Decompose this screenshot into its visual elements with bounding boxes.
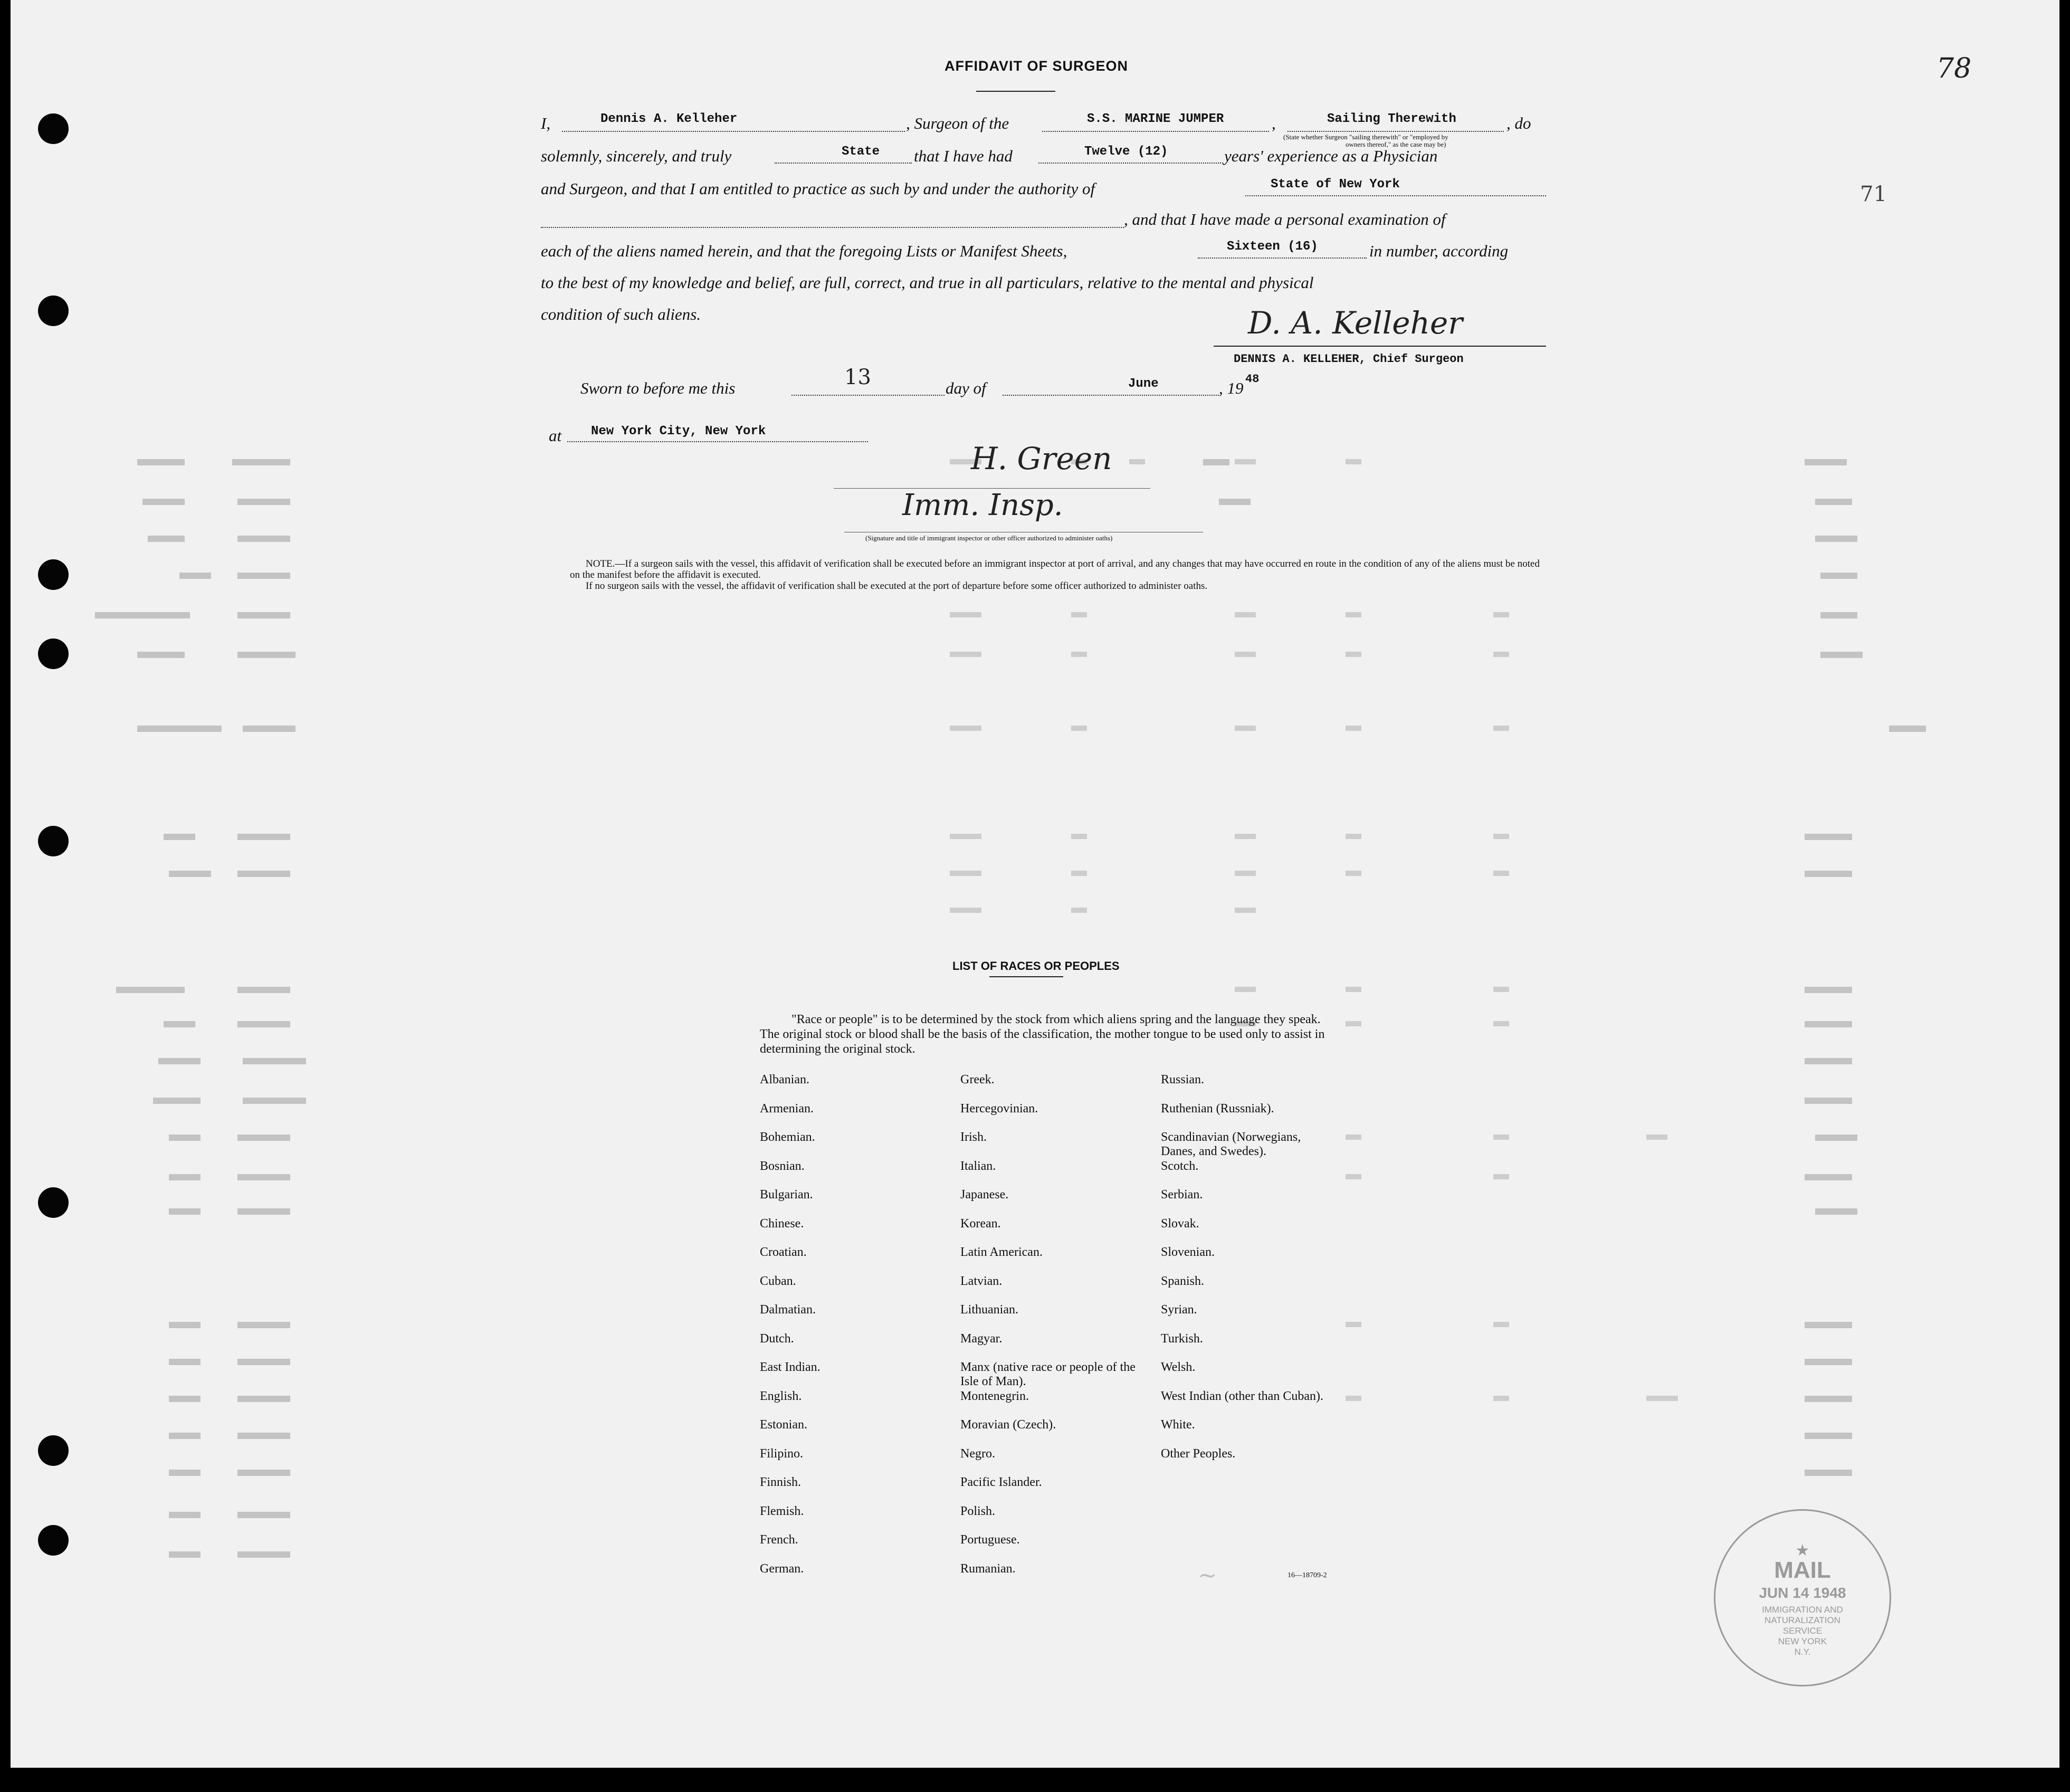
stamp-line-5: N.Y. <box>1794 1647 1811 1657</box>
text-condition: condition of such aliens. <box>541 305 701 323</box>
race-item: Albanian. <box>760 1073 809 1086</box>
race-item: Moravian (Czech). <box>960 1418 1056 1432</box>
races-heading-rule <box>989 976 1063 977</box>
dotline-authority-continued <box>541 227 1124 228</box>
race-item: Bosnian. <box>760 1159 805 1173</box>
race-item: East Indian. <box>760 1360 821 1374</box>
inspector-signature: H. Green <box>971 441 1112 476</box>
race-item: Italian. <box>960 1159 996 1173</box>
title-rule <box>976 91 1055 92</box>
authority-value: State of New York <box>1271 177 1400 192</box>
race-item: Pacific Islander. <box>960 1475 1042 1489</box>
race-item: White. <box>1161 1418 1195 1432</box>
stamp-line-4: NEW YORK <box>1778 1636 1827 1646</box>
text-solemnly: solemnly, sincerely, and truly <box>541 147 732 165</box>
race-item: Chinese. <box>760 1216 804 1231</box>
dotline-place <box>567 441 868 442</box>
dotline-day <box>791 395 945 396</box>
race-item: German. <box>760 1561 804 1576</box>
race-item: Serbian. <box>1161 1188 1203 1202</box>
race-item: English. <box>760 1389 802 1403</box>
race-item: Negro. <box>960 1446 995 1461</box>
race-item: Slovenian. <box>1161 1245 1215 1259</box>
race-item: Ruthenian (Russniak). <box>1161 1101 1274 1116</box>
note-line-1: NOTE.—If a surgeon sails with the vessel, this affidavit of verification shall be executed before an immigrant inspector at port of arrival, and any changes that may have occurred en route in the condition of any of the aliens must be noted on the manifest before the affidavit is executed. <box>570 558 1540 580</box>
race-item: Korean. <box>960 1216 1001 1231</box>
stamp-date: JUN 14 1948 <box>1759 1585 1846 1601</box>
dotline-years <box>1038 163 1223 164</box>
race-item: French. <box>760 1533 798 1547</box>
race-item: Montenegrin. <box>960 1389 1029 1403</box>
race-item: Portuguese. <box>960 1533 1020 1547</box>
race-item: Spanish. <box>1161 1274 1205 1288</box>
race-item: Bulgarian. <box>760 1188 813 1202</box>
stamp-line-3: SERVICE <box>1782 1626 1823 1636</box>
text-and-surgeon: and Surgeon, and that I am entitled to practice as such by and under the authority of <box>541 179 1095 198</box>
sheets-value: Sixteen (16) <box>1227 240 1318 254</box>
affidavit-title: AFFIDAVIT OF SURGEON <box>945 58 1128 74</box>
surgeon-signature: D. A. Kelleher <box>1248 305 1463 341</box>
race-item: Cuban. <box>760 1274 796 1288</box>
note-line-2: If no surgeon sails with the vessel, the affidavit of verification shall be executed at the port of departure before some officer authorized to administer oaths. <box>586 580 1208 592</box>
race-item: Magyar. <box>960 1331 1003 1346</box>
race-item: Filipino. <box>760 1446 804 1461</box>
inspector-title-signature: Imm. Insp. <box>902 488 1063 522</box>
race-item: Croatian. <box>760 1245 807 1259</box>
mail-received-stamp <box>1714 1509 1891 1686</box>
race-item: Slovak. <box>1161 1216 1199 1231</box>
role-value: Sailing Therewith <box>1327 112 1456 126</box>
role-note-line-2: owners thereof," as the case may be) <box>1346 140 1446 148</box>
dotline-state <box>775 163 912 164</box>
races-heading: LIST OF RACES OR PEOPLES <box>952 959 1120 973</box>
place-value: New York City, New York <box>591 424 766 439</box>
text-surgeon-of: , Surgeon of the <box>906 114 1009 132</box>
text-in-number: in number, according <box>1369 242 1509 260</box>
text-19: , 19 <box>1219 379 1244 397</box>
race-item: Japanese. <box>960 1188 1009 1202</box>
text-best-of-knowledge: to the best of my knowledge and belief, are full, correct, and true in all particulars, relative to the mental and physical <box>541 273 1314 292</box>
race-item: Other Peoples. <box>1161 1446 1236 1461</box>
race-item: Bohemian. <box>760 1130 815 1144</box>
dotline-surgeon-name <box>562 131 905 132</box>
year-suffix-value: 48 <box>1245 373 1260 386</box>
stamp-title: MAIL <box>1774 1557 1831 1583</box>
race-item: Scandinavian (Norwegians, Danes, and Swedes). <box>1161 1130 1301 1158</box>
race-item: Dutch. <box>760 1331 794 1346</box>
race-item: Rumanian. <box>960 1561 1016 1576</box>
vessel-value: S.S. MARINE JUMPER <box>1087 112 1224 126</box>
race-item: Latvian. <box>960 1274 1003 1288</box>
years-value: Twelve (12) <box>1084 145 1168 159</box>
bleed-through-texture <box>11 0 2059 1768</box>
text-have-had: that I have had <box>914 147 1013 165</box>
text-years-experience: years' experience as a Physician <box>1224 147 1438 165</box>
dotline-authority <box>1245 195 1546 196</box>
stamp-line-2: NATURALIZATION <box>1764 1615 1840 1625</box>
race-item: Manx (native race or people of the Isle of Man). <box>960 1360 1136 1388</box>
race-item: Russian. <box>1161 1073 1205 1086</box>
dotline-vessel <box>1042 131 1269 132</box>
faint-handwriting: ~ <box>1198 1562 1217 1589</box>
race-item: Greek. <box>960 1073 995 1086</box>
race-item: Dalmatian. <box>760 1303 816 1317</box>
surgeon-name-value: Dennis A. Kelleher <box>600 112 738 126</box>
race-item: Finnish. <box>760 1475 802 1489</box>
text-at: at <box>549 426 562 445</box>
race-item: Irish. <box>960 1130 987 1144</box>
month-value: June <box>1128 377 1159 391</box>
form-number: 16—18709-2 <box>1287 1571 1327 1579</box>
text-examination: , and that I have made a personal examination of <box>1124 210 1446 228</box>
race-item: Lithuanian. <box>960 1303 1018 1317</box>
races-intro: "Race or people" is to be determined by the stock from which aliens spring and the language they speak. The original stock or blood shall be the basis of the classification, the mother tongue to be used only to assist in determining the original stock. <box>760 1013 1325 1056</box>
text-do: , do <box>1506 114 1531 132</box>
race-item: Hercegovinian. <box>960 1101 1038 1116</box>
race-item: Latin American. <box>960 1245 1043 1259</box>
page-number-annotation: 78 <box>1937 53 1972 84</box>
note-paragraph <box>570 558 1551 592</box>
race-item: Polish. <box>960 1504 996 1518</box>
signature-rule <box>1214 346 1546 347</box>
signer-name: DENNIS A. KELLEHER, Chief Surgeon <box>1234 352 1464 366</box>
race-item: Scotch. <box>1161 1159 1199 1173</box>
role-note-line-1: (State whether Surgeon "sailing therewith" or "employed by <box>1283 133 1448 141</box>
dotline-role <box>1287 131 1504 132</box>
race-item: Syrian. <box>1161 1303 1197 1317</box>
race-item: Turkish. <box>1161 1331 1203 1346</box>
text-sworn: Sworn to before me this <box>580 379 736 397</box>
document-page <box>11 0 2059 1768</box>
dotline-sheets <box>1198 258 1367 259</box>
stamp-line-1: IMMIGRATION AND <box>1762 1605 1843 1615</box>
text-comma: , <box>1272 114 1276 132</box>
sheet-number-annotation: 71 <box>1860 182 1887 206</box>
dotline-month <box>1003 395 1219 396</box>
race-item: West Indian (other than Cuban). <box>1161 1389 1323 1403</box>
text-i: I, <box>541 114 551 132</box>
signature-caption: (Signature and title of immigrant inspector or other officer authorized to administer oaths) <box>865 534 1113 542</box>
stamp-star-icon: ★ <box>1795 1542 1810 1559</box>
race-item: Flemish. <box>760 1504 804 1518</box>
race-item: Armenian. <box>760 1101 814 1116</box>
race-item: Estonian. <box>760 1418 807 1432</box>
race-item: Welsh. <box>1161 1360 1196 1374</box>
day-value: 13 <box>844 365 871 389</box>
text-each-alien: each of the aliens named herein, and that the foregoing Lists or Manifest Sheets, <box>541 242 1067 260</box>
state-value: State <box>842 145 880 159</box>
text-day-of: day of <box>946 379 986 397</box>
